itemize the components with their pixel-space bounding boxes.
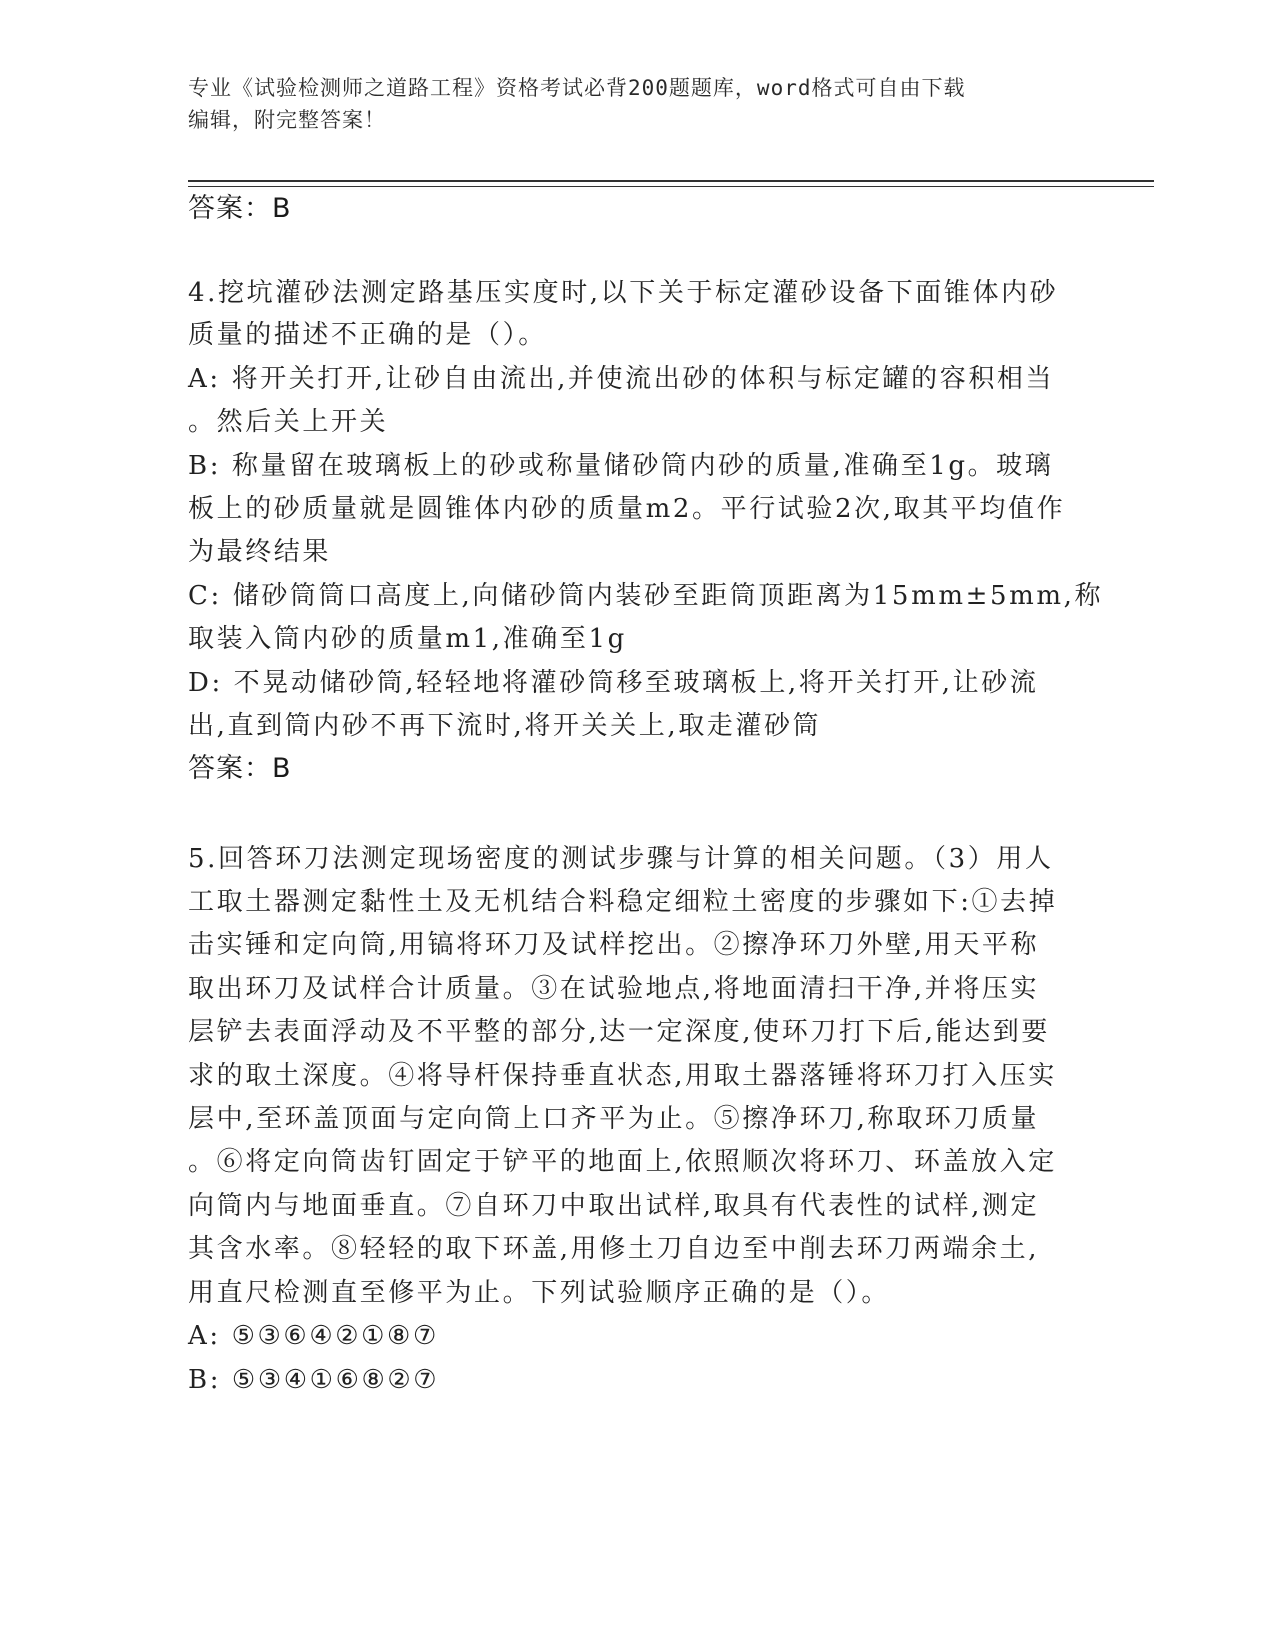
question-4-option-d-cont: 出,直到筒内砂不再下流时,将开关关上,取走灌砂筒 <box>188 711 822 741</box>
question-5-stem-line: 。⑥将定向筒齿钉固定于铲平的地面上,依照顺次将环刀、环盖放入定 <box>188 1147 1057 1177</box>
document-header <box>188 72 1068 136</box>
answer-previous-question: 答案：B <box>188 193 292 224</box>
header-line-1: 专业《试验检测师之道路工程》资格考试必背200题题库，word格式可自由下载 <box>188 76 966 100</box>
question-4-option-b: B: 称量留在玻璃板上的砂或称量储砂筒内砂的质量,准确至1g。玻璃 <box>188 451 1054 481</box>
question-5-stem-line: 层铲去表面浮动及不平整的部分,达一定深度,使环刀打下后,能达到要 <box>188 1017 1050 1047</box>
question-4-option-d: D: 不晃动储砂筒,轻轻地将灌砂筒移至玻璃板上,将开关打开,让砂流 <box>188 668 1039 698</box>
question-5-stem-line: 取出环刀及试样合计质量。③在试验地点,将地面清扫干净,并将压实 <box>188 974 1040 1004</box>
question-5-option-a: A: ⑤③⑥④②①⑧⑦ <box>188 1321 439 1351</box>
question-4-option-c-cont: 取装入筒内砂的质量m1,准确至1g <box>188 624 627 654</box>
header-divider-thick <box>188 180 1154 182</box>
question-4-option-b-cont: 板上的砂质量就是圆锥体内砂的质量m2。平行试验2次,取其平均值作 <box>188 494 1066 524</box>
question-4-option-a: A: 将开关打开,让砂自由流出,并使流出砂的体积与标定罐的容积相当 <box>188 364 1055 394</box>
question-5-stem-line: 击实锤和定向筒,用镐将环刀及试样挖出。②擦净环刀外壁,用天平称 <box>188 930 1040 960</box>
question-5-stem-line: 用直尺检测直至修平为止。下列试验顺序正确的是（）。 <box>188 1278 891 1308</box>
question-5-stem-line: 求的取土深度。④将导杆保持垂直状态,用取土器落锤将环刀打入压实 <box>188 1061 1057 1091</box>
question-5-stem-line: 5.回答环刀法测定现场密度的测试步骤与计算的相关问题。（3）用人 <box>188 844 1054 874</box>
question-5-stem-line: 其含水率。⑧轻轻的取下环盖,用修土刀自边至中削去环刀两端余土, <box>188 1234 1040 1264</box>
question-5-stem-line: 工取土器测定黏性土及无机结合料稳定细粒土密度的步骤如下:①去掉 <box>188 887 1058 917</box>
question-4-option-a-cont: 。然后关上开关 <box>188 407 389 437</box>
question-5-stem-line: 向筒内与地面垂直。⑦自环刀中取出试样,取具有代表性的试样,测定 <box>188 1191 1040 1221</box>
header-line-2: 编辑，附完整答案！ <box>188 108 386 132</box>
question-4-answer: 答案：B <box>188 753 292 784</box>
question-5-option-b: B: ⑤③④①⑥⑧②⑦ <box>188 1365 440 1395</box>
header-divider-thin <box>188 186 1154 187</box>
question-5-stem-line: 层中,至环盖顶面与定向筒上口齐平为止。⑤擦净环刀,称取环刀质量 <box>188 1104 1040 1134</box>
question-4-stem-line: 质量的描述不正确的是（）。 <box>188 320 547 350</box>
question-4-option-b-cont: 为最终结果 <box>188 537 332 567</box>
question-4-stem-line: 4.挖坑灌砂法测定路基压实度时,以下关于标定灌砂设备下面锥体内砂 <box>188 278 1059 308</box>
question-4-option-c: C: 储砂筒筒口高度上,向储砂筒内装砂至距筒顶距离为15mm±5mm,称 <box>188 581 1104 611</box>
